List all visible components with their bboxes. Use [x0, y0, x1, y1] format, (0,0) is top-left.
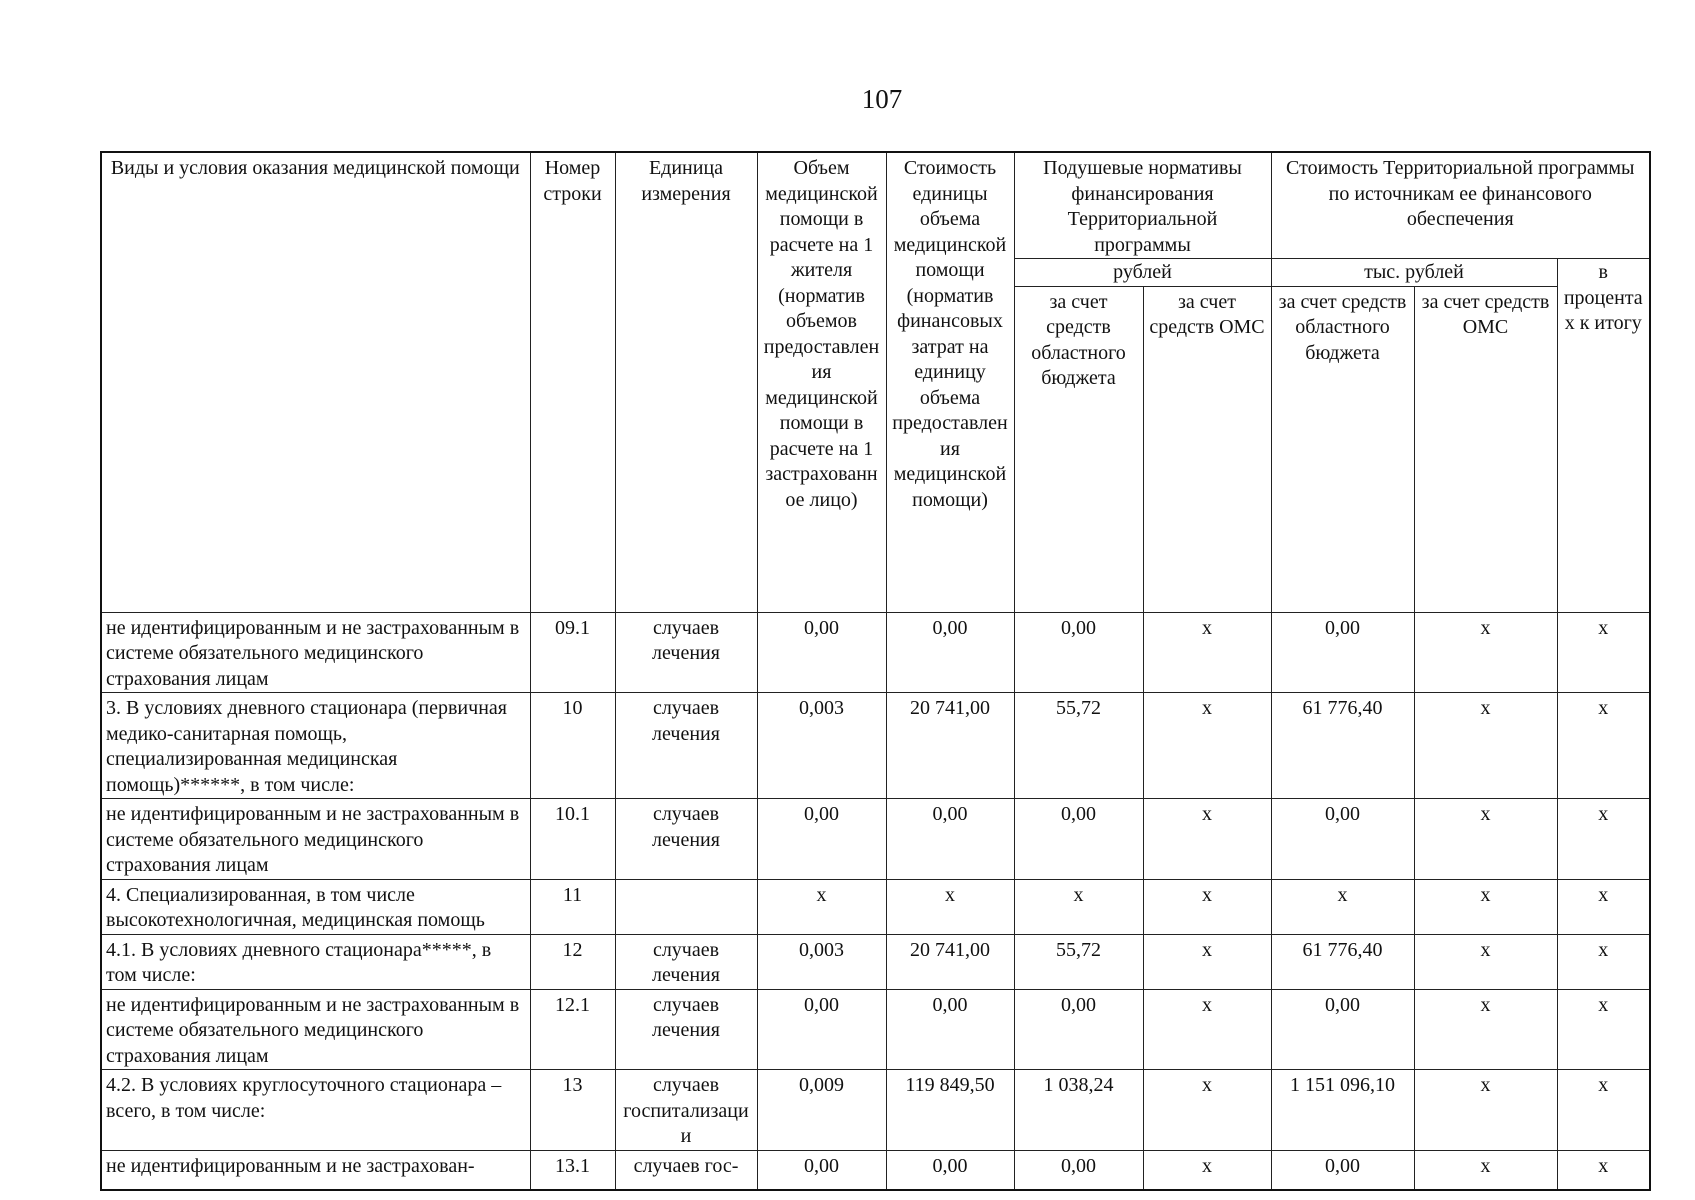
cell-cost: 0,00 [886, 1150, 1014, 1190]
cell-tp-percent: х [1557, 934, 1650, 989]
cell-pc-oms: х [1143, 879, 1271, 934]
table-row [101, 1070, 1650, 1151]
cell-type: не идентифицированным и не застрахованным в системе обязательного медицинского страхования лицам [101, 612, 530, 693]
table-body [101, 612, 1650, 1190]
header-per-capita-unit: рублей [1014, 259, 1271, 287]
cell-tp-oms: х [1414, 934, 1557, 989]
cell-type: 3. В условиях дневного стационара (первичная медико-санитарная помощь, специализированная медицинская помощь)******, в том числе: [101, 693, 530, 799]
cell-row-number: 12 [530, 934, 615, 989]
cell-tp-regional: 61 776,40 [1271, 693, 1414, 799]
cell-tp-percent: х [1557, 1150, 1650, 1190]
cell-tp-regional: 0,00 [1271, 612, 1414, 693]
cell-type: не идентифицированным и не застрахован- [101, 1150, 530, 1190]
cell-volume: 0,003 [757, 693, 886, 799]
cell-volume: 0,003 [757, 934, 886, 989]
cell-pc-regional: х [1014, 879, 1143, 934]
cell-unit: случаев лечения [615, 934, 757, 989]
cell-row-number: 13.1 [530, 1150, 615, 1190]
cell-cost: 0,00 [886, 799, 1014, 880]
cell-unit: случаев гос- [615, 1150, 757, 1190]
cell-tp-regional: 0,00 [1271, 799, 1414, 880]
header-pc-oms: за счет средств ОМС [1143, 286, 1271, 612]
cell-pc-regional: 0,00 [1014, 989, 1143, 1070]
header-cost: Стоимость единицы объема медицинской помощи (норматив финансовых затрат на единицу объема предоставления медицинской помощи) [886, 152, 1014, 612]
cell-cost: х [886, 879, 1014, 934]
header-tp-regional: за счет средств областного бюджета [1271, 286, 1414, 612]
cell-tp-oms: х [1414, 1150, 1557, 1190]
table-row [101, 934, 1650, 989]
cell-tp-oms: х [1414, 1070, 1557, 1151]
cell-volume: 0,00 [757, 612, 886, 693]
header-volume: Объем медицинской помощи в расчете на 1 жителя (норматив объемов предоставления медицинской помощи в расчете на 1 застрахованное лицо) [757, 152, 886, 612]
cell-pc-oms: х [1143, 989, 1271, 1070]
cell-volume: 0,00 [757, 1150, 886, 1190]
header-type: Виды и условия оказания медицинской помощи [101, 152, 530, 612]
cell-pc-regional: 55,72 [1014, 693, 1143, 799]
cell-pc-regional: 55,72 [1014, 934, 1143, 989]
cell-unit: случаев госпитализации [615, 1070, 757, 1151]
cell-pc-regional: 0,00 [1014, 1150, 1143, 1190]
cell-pc-oms: х [1143, 1070, 1271, 1151]
cell-volume: 0,009 [757, 1070, 886, 1151]
table-row [101, 879, 1650, 934]
cell-tp-regional: 1 151 096,10 [1271, 1070, 1414, 1151]
cell-unit: случаев лечения [615, 693, 757, 799]
table-row [101, 989, 1650, 1070]
cell-cost: 20 741,00 [886, 934, 1014, 989]
header-unit: Единица измерения [615, 152, 757, 612]
cell-cost: 0,00 [886, 989, 1014, 1070]
cell-row-number: 13 [530, 1070, 615, 1151]
cell-unit: случаев лечения [615, 612, 757, 693]
cell-type: 4.1. В условиях дневного стационара*****, в том числе: [101, 934, 530, 989]
header-program-unit: тыс. рублей [1271, 259, 1557, 287]
cell-row-number: 10 [530, 693, 615, 799]
cell-row-number: 10.1 [530, 799, 615, 880]
table-row [101, 612, 1650, 693]
cell-cost: 20 741,00 [886, 693, 1014, 799]
page-number: 107 [861, 84, 903, 114]
cell-pc-regional: 1 038,24 [1014, 1070, 1143, 1151]
cell-type: 4.2. В условиях круглосуточного стационара – всего, в том числе: [101, 1070, 530, 1151]
header-pc-regional: за счет средств областного бюджета [1014, 286, 1143, 612]
cell-pc-oms: х [1143, 934, 1271, 989]
table-row [101, 693, 1650, 799]
cell-pc-oms: х [1143, 612, 1271, 693]
cell-volume: 0,00 [757, 989, 886, 1070]
cell-tp-oms: х [1414, 799, 1557, 880]
cell-tp-oms: х [1414, 989, 1557, 1070]
cell-cost: 119 849,50 [886, 1070, 1014, 1151]
table-row [101, 799, 1650, 880]
header-program-cost: Стоимость Территориальной программы по источникам ее финансового обеспечения [1271, 152, 1650, 259]
financing-table [100, 151, 1651, 1191]
header-row-number: Номер строки [530, 152, 615, 612]
cell-type: не идентифицированным и не застрахованным в системе обязательного медицинского страхования лицам [101, 799, 530, 880]
cell-cost: 0,00 [886, 612, 1014, 693]
cell-type: не идентифицированным и не застрахованным в системе обязательного медицинского страхования лицам [101, 989, 530, 1070]
cell-pc-regional: 0,00 [1014, 612, 1143, 693]
table-row [101, 1150, 1650, 1190]
cell-tp-oms: х [1414, 879, 1557, 934]
cell-row-number: 11 [530, 879, 615, 934]
header-row [101, 152, 1650, 259]
cell-pc-oms: х [1143, 799, 1271, 880]
cell-unit: случаев лечения [615, 799, 757, 880]
cell-pc-regional: 0,00 [1014, 799, 1143, 880]
cell-tp-percent: х [1557, 879, 1650, 934]
cell-pc-oms: х [1143, 1150, 1271, 1190]
cell-tp-percent: х [1557, 989, 1650, 1070]
cell-tp-oms: х [1414, 693, 1557, 799]
cell-pc-oms: х [1143, 693, 1271, 799]
header-per-capita: Подушевые нормативы финансирования Территориальной программы [1014, 152, 1271, 259]
cell-tp-percent: х [1557, 799, 1650, 880]
cell-tp-regional: х [1271, 879, 1414, 934]
cell-volume: х [757, 879, 886, 934]
cell-row-number: 12.1 [530, 989, 615, 1070]
cell-row-number: 09.1 [530, 612, 615, 693]
cell-tp-percent: х [1557, 693, 1650, 799]
cell-volume: 0,00 [757, 799, 886, 880]
cell-tp-percent: х [1557, 1070, 1650, 1151]
cell-unit: случаев лечения [615, 989, 757, 1070]
cell-tp-regional: 0,00 [1271, 1150, 1414, 1190]
cell-type: 4. Специализированная, в том числе высокотехнологичная, медицинская помощь [101, 879, 530, 934]
cell-tp-percent: х [1557, 612, 1650, 693]
cell-unit [615, 879, 757, 934]
cell-tp-oms: х [1414, 612, 1557, 693]
cell-tp-regional: 61 776,40 [1271, 934, 1414, 989]
header-tp-oms: за счет средств ОМС [1414, 286, 1557, 612]
header-percent: в процентах к итогу [1557, 259, 1650, 613]
cell-tp-regional: 0,00 [1271, 989, 1414, 1070]
